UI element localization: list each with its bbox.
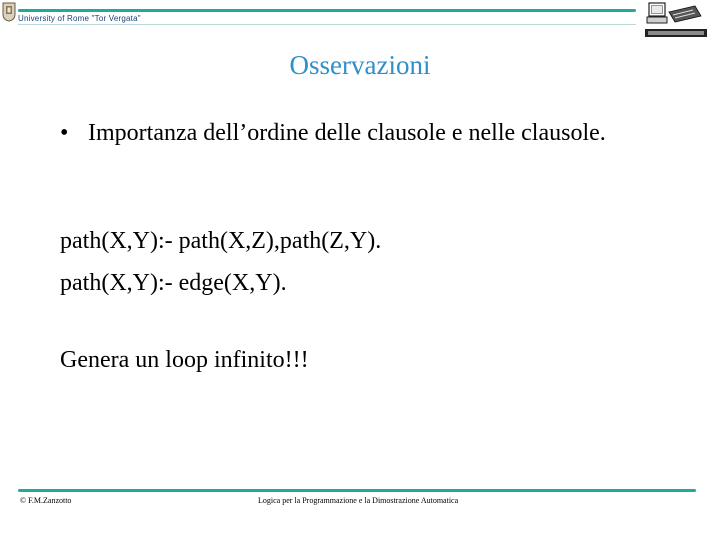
code-line: path(X,Y):- path(X,Z),path(Z,Y). [60,228,382,254]
footer-rule [18,489,696,492]
slide-title: Osservazioni [289,50,431,80]
header-rule [18,9,636,12]
bullet-text: Importanza dell’ordine delle clausole e nelle clausole. [88,120,606,146]
lab-computer-logo-icon [645,2,707,38]
footer-course-title: Logica per la Programmazione e la Dimostrazione Automatica [258,496,459,505]
bullet-marker: • [60,120,69,146]
header-rule-thin [18,24,636,25]
footer-author: © F.M.Zanzotto [20,496,72,505]
university-name: University of Rome "Tor Vergata" [18,14,141,23]
infinite-loop-note: Genera un loop infinito!!! [60,347,309,373]
university-crest-icon [2,2,16,22]
code-line: path(X,Y):- edge(X,Y). [60,270,287,296]
